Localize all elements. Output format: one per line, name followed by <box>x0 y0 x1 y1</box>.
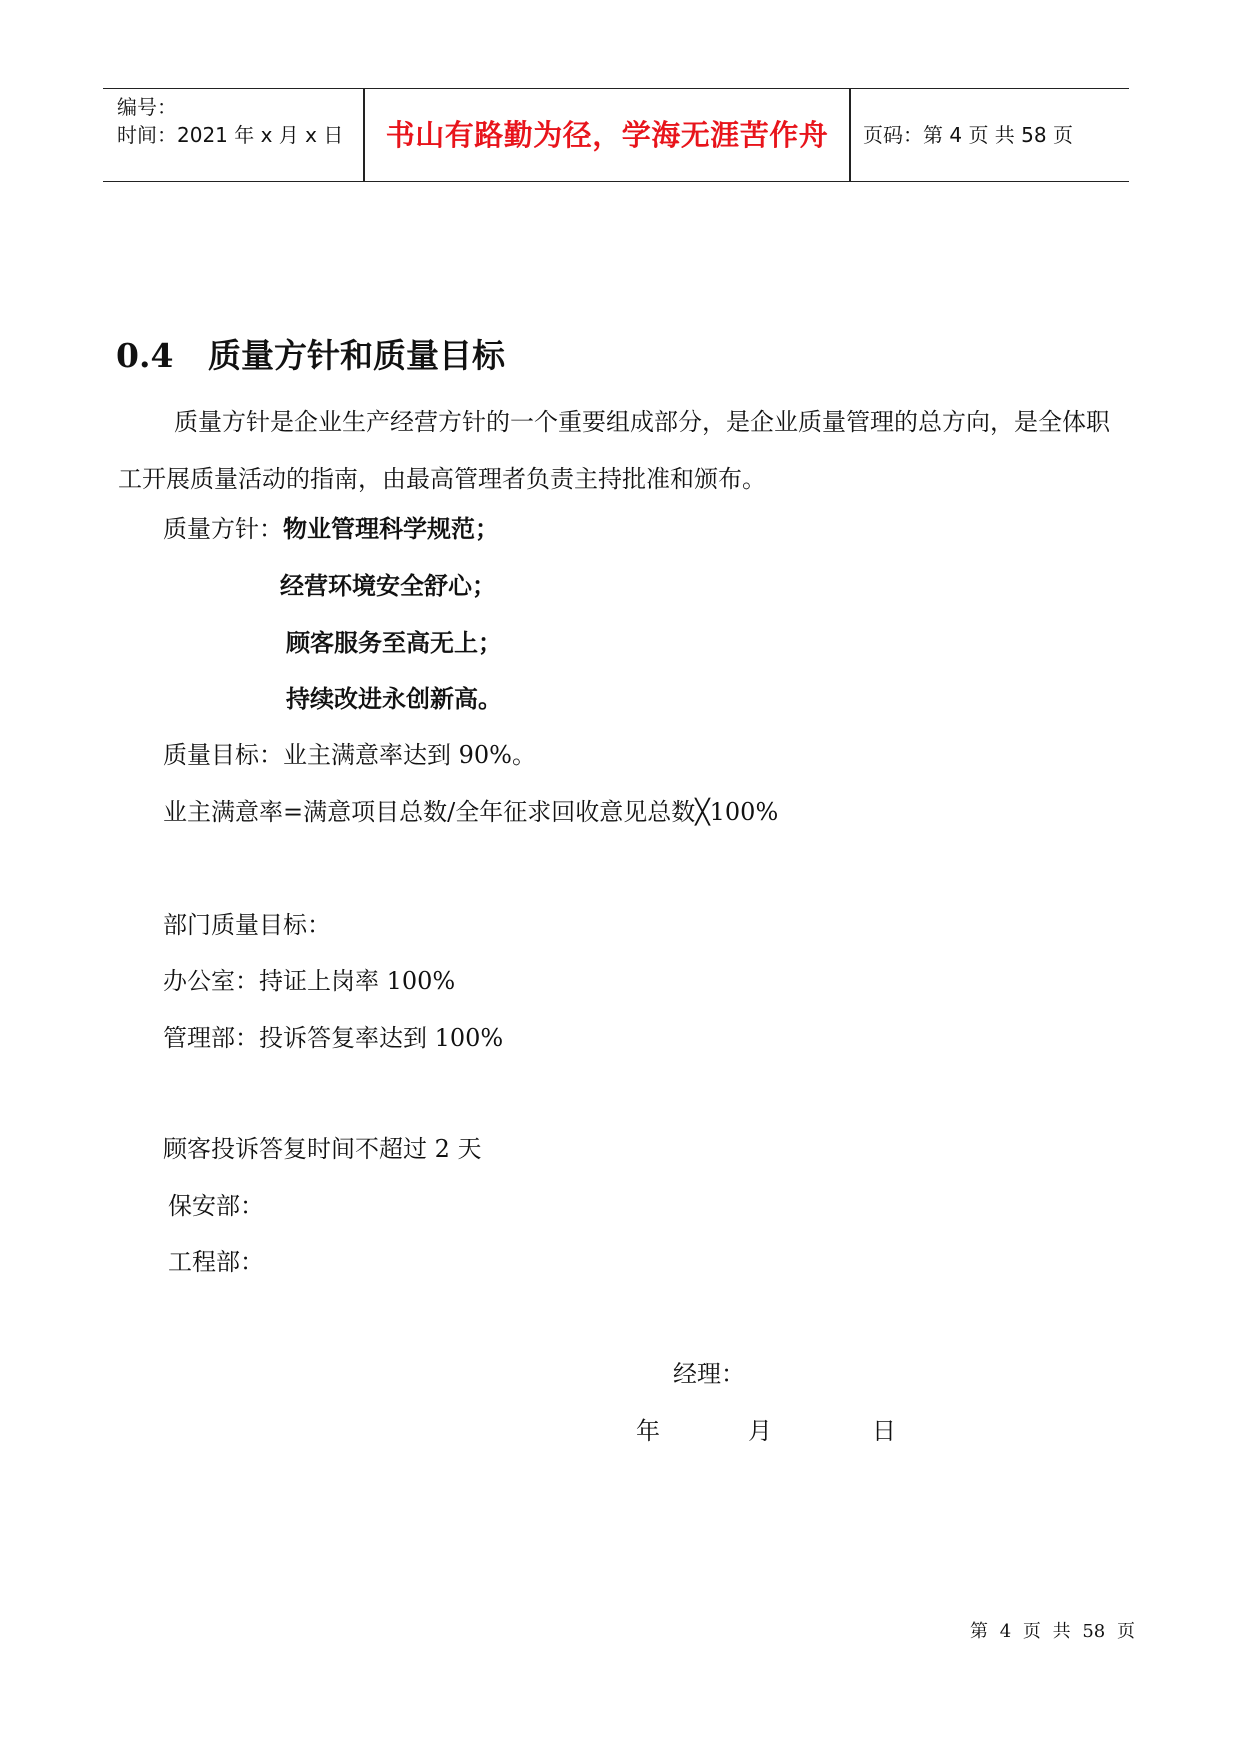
dept-management: 管理部：投诉答复率达到 100% <box>163 1024 504 1052</box>
satisfaction-formula: 业主满意率=满意项目总数/全年征求回收意见总数╳100% <box>163 798 779 826</box>
header-page-info: 页码：第 4 页 共 58 页 <box>863 123 1073 147</box>
signature-month: 月 <box>748 1417 772 1445</box>
dept-office: 办公室：持证上岗率 100% <box>163 967 456 995</box>
header-time-label: 时间：2021 年 x 月 x 日 <box>117 123 344 147</box>
header-number-label: 编号： <box>117 95 177 119</box>
policy-item: 经营环境安全舒心； <box>280 572 496 600</box>
section-heading <box>116 336 505 376</box>
manager-signature-label: 经理： <box>673 1360 745 1388</box>
dept-objectives-heading: 部门质量目标： <box>163 911 331 939</box>
document-header <box>103 88 1129 182</box>
header-divider-right <box>849 89 851 181</box>
policy-label: 质量方针： <box>163 515 283 543</box>
header-meta <box>117 93 343 149</box>
complaint-response-time: 顾客投诉答复时间不超过 2 天 <box>163 1135 482 1163</box>
section-title: 质量方针和质量目标 <box>208 336 505 375</box>
intro-paragraph: 质量方针是企业生产经营方针的一个重要组成部分，是企业质量管理的总方向，是全体职工开展质量活动的指南，由最高管理者负责主持批准和颁布。 <box>118 408 1110 493</box>
policy-line-1 <box>163 514 499 544</box>
section-number: 0.4 <box>116 336 174 375</box>
policy-item: 顾客服务至高无上； <box>286 629 502 657</box>
page-footer: 第 4 页 共 58 页 <box>970 1621 1135 1642</box>
dept-engineering: 工程部： <box>168 1248 264 1276</box>
policy-item: 持续改进永创新高。 <box>286 685 502 713</box>
signature-day: 日 <box>872 1417 896 1445</box>
header-motto: 书山有路勤为径，学海无涯苦作舟 <box>385 118 829 152</box>
signature-year: 年 <box>636 1417 660 1445</box>
quality-objective: 质量目标：业主满意率达到 90%。 <box>163 741 536 769</box>
dept-security: 保安部： <box>168 1192 264 1220</box>
policy-item: 物业管理科学规范； <box>283 515 499 543</box>
